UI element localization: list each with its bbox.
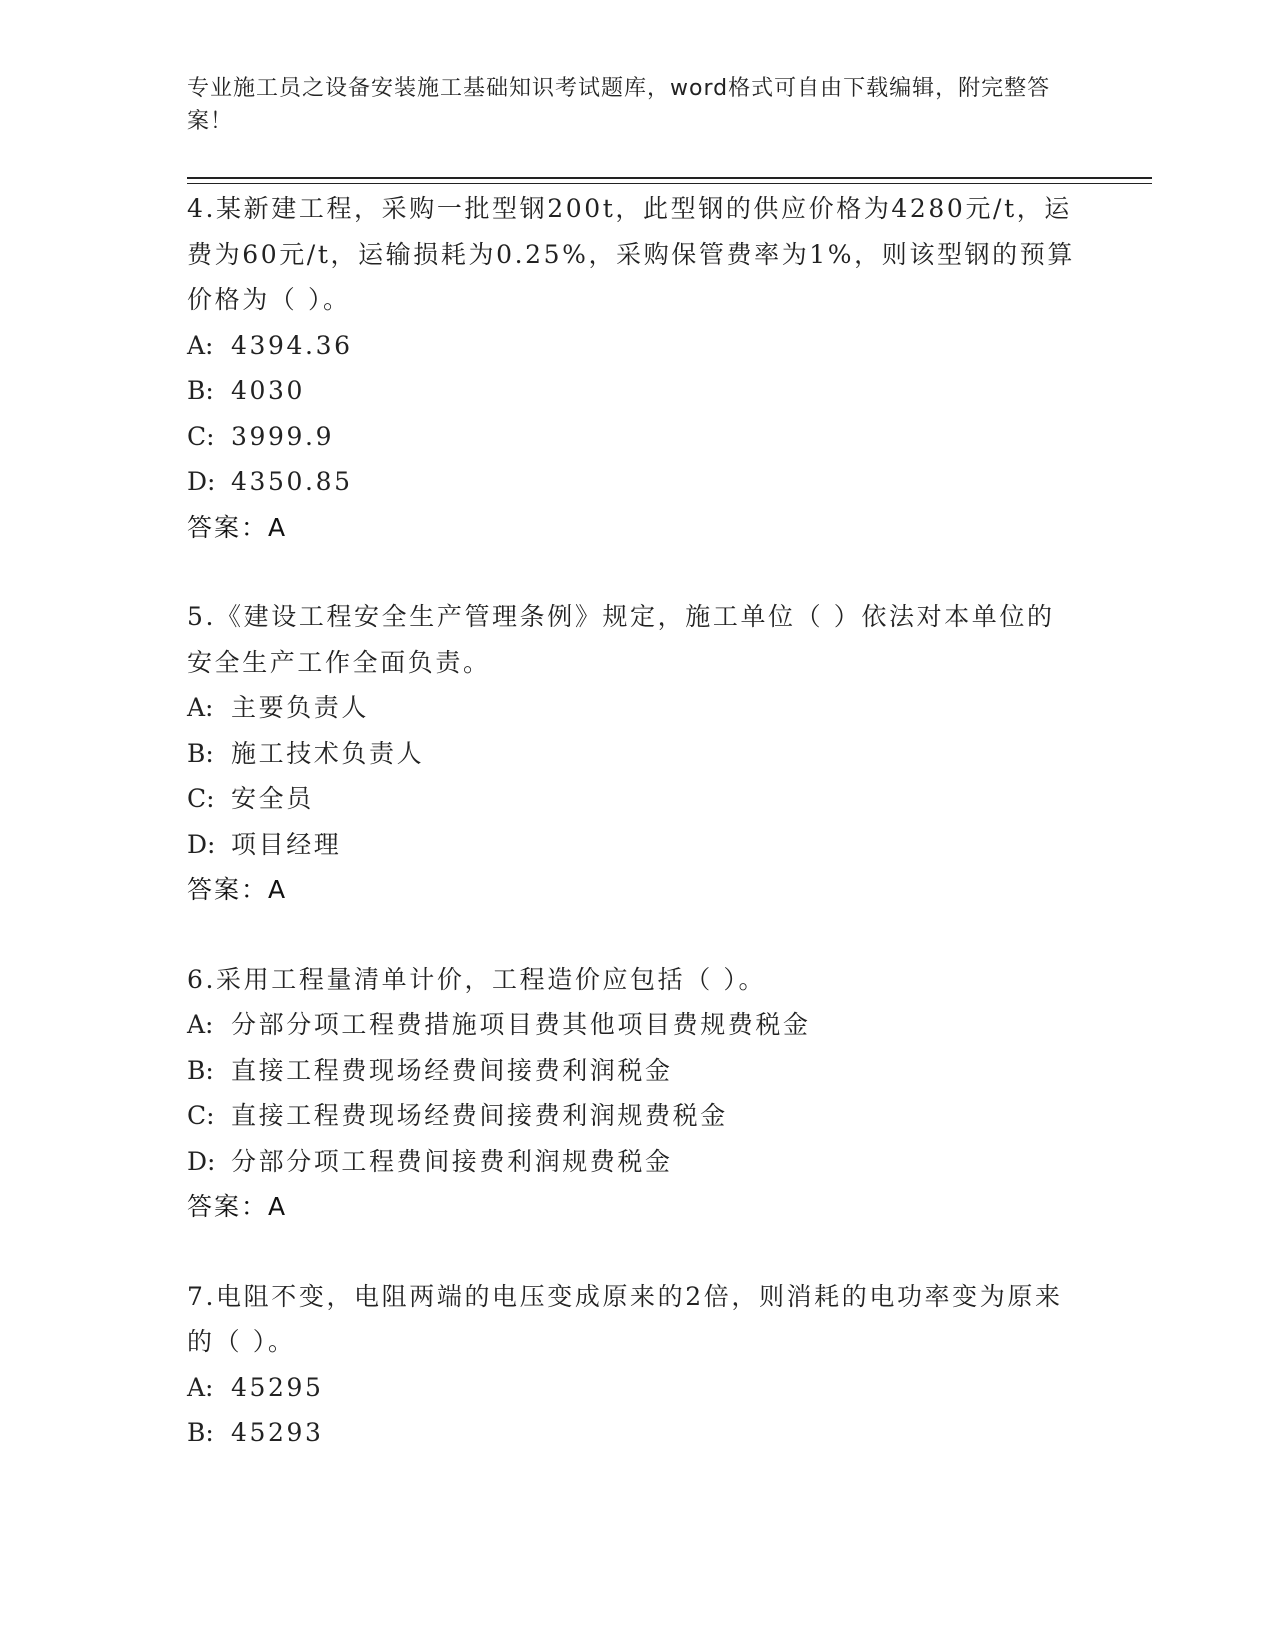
option-d — [187, 822, 1077, 868]
option-letter: A: — [187, 330, 214, 360]
option-letter: A: — [187, 693, 214, 722]
option-text: 4030 — [231, 376, 306, 405]
option-d — [187, 1139, 1077, 1185]
header-rule-thick — [187, 177, 1152, 179]
option-letter: D: — [187, 829, 216, 859]
option-letter: D: — [187, 1146, 216, 1176]
option-a — [187, 685, 1077, 731]
header-rule-thin — [187, 183, 1152, 184]
question-5 — [187, 594, 1077, 913]
option-text: 4350.85 — [231, 467, 353, 496]
question-7 — [187, 1274, 1077, 1456]
answer-line: 答案：A — [187, 512, 288, 542]
option-a — [187, 1365, 1077, 1411]
option-letter: B: — [187, 376, 214, 405]
question-text: 5.《建设工程安全生产管理条例》规定，施工单位（ ）依法对本单位的安全生产工作全面负责。 — [187, 602, 1055, 677]
option-letter: A: — [187, 1372, 214, 1402]
option-text: 45295 — [231, 1372, 324, 1402]
option-c — [187, 776, 1077, 822]
option-b — [187, 1410, 1077, 1456]
option-text: 施工技术负责人 — [231, 738, 425, 768]
question-text: 4.某新建工程，采购一批型钢200t，此型钢的供应价格为4280元/t，运费为60元/t，运输损耗为0.25%，采购保管费率为1%，则该型钢的预算价格为（ ）。 — [187, 194, 1075, 314]
option-text: 分部分项工程费措施项目费其他项目费规费税金 — [231, 1010, 811, 1039]
answer-line: 答案：A — [187, 1192, 288, 1221]
option-text: 主要负责人 — [231, 693, 370, 722]
option-letter: C: — [187, 784, 215, 813]
option-letter: D: — [187, 467, 216, 496]
option-b — [187, 1048, 1077, 1094]
option-text: 45293 — [231, 1418, 324, 1447]
option-text: 3999.9 — [231, 421, 335, 451]
option-a — [187, 1002, 1077, 1048]
option-a — [187, 323, 1077, 369]
option-c — [187, 414, 1077, 460]
question-4 — [187, 186, 1077, 550]
option-text: 分部分项工程费间接费利润规费税金 — [231, 1146, 673, 1176]
option-letter: C: — [187, 421, 215, 451]
question-text: 6.采用工程量清单计价，工程造价应包括（ ）。 — [187, 964, 767, 994]
question-text: 7.电阻不变，电阻两端的电压变成原来的2倍，则消耗的电功率变为原来的（ ）。 — [187, 1281, 1063, 1356]
option-letter: A: — [187, 1010, 214, 1039]
option-b — [187, 731, 1077, 777]
option-c — [187, 1093, 1077, 1139]
option-text: 安全员 — [231, 784, 314, 813]
question-list — [187, 186, 1077, 1500]
option-text: 直接工程费现场经费间接费利润税金 — [231, 1055, 673, 1085]
option-letter: C: — [187, 1101, 215, 1130]
option-d — [187, 459, 1077, 505]
question-6 — [187, 957, 1077, 1230]
option-letter: B: — [187, 1418, 214, 1447]
page-header: 专业施工员之设备安装施工基础知识考试题库，word格式可自由下载编辑，附完整答案！ — [187, 76, 1051, 134]
option-text: 直接工程费现场经费间接费利润规费税金 — [231, 1101, 728, 1130]
option-text: 4394.36 — [231, 330, 353, 360]
answer-line: 答案：A — [187, 875, 288, 904]
option-letter: B: — [187, 738, 214, 768]
option-text: 项目经理 — [231, 829, 342, 859]
option-b — [187, 368, 1077, 414]
option-letter: B: — [187, 1055, 214, 1085]
